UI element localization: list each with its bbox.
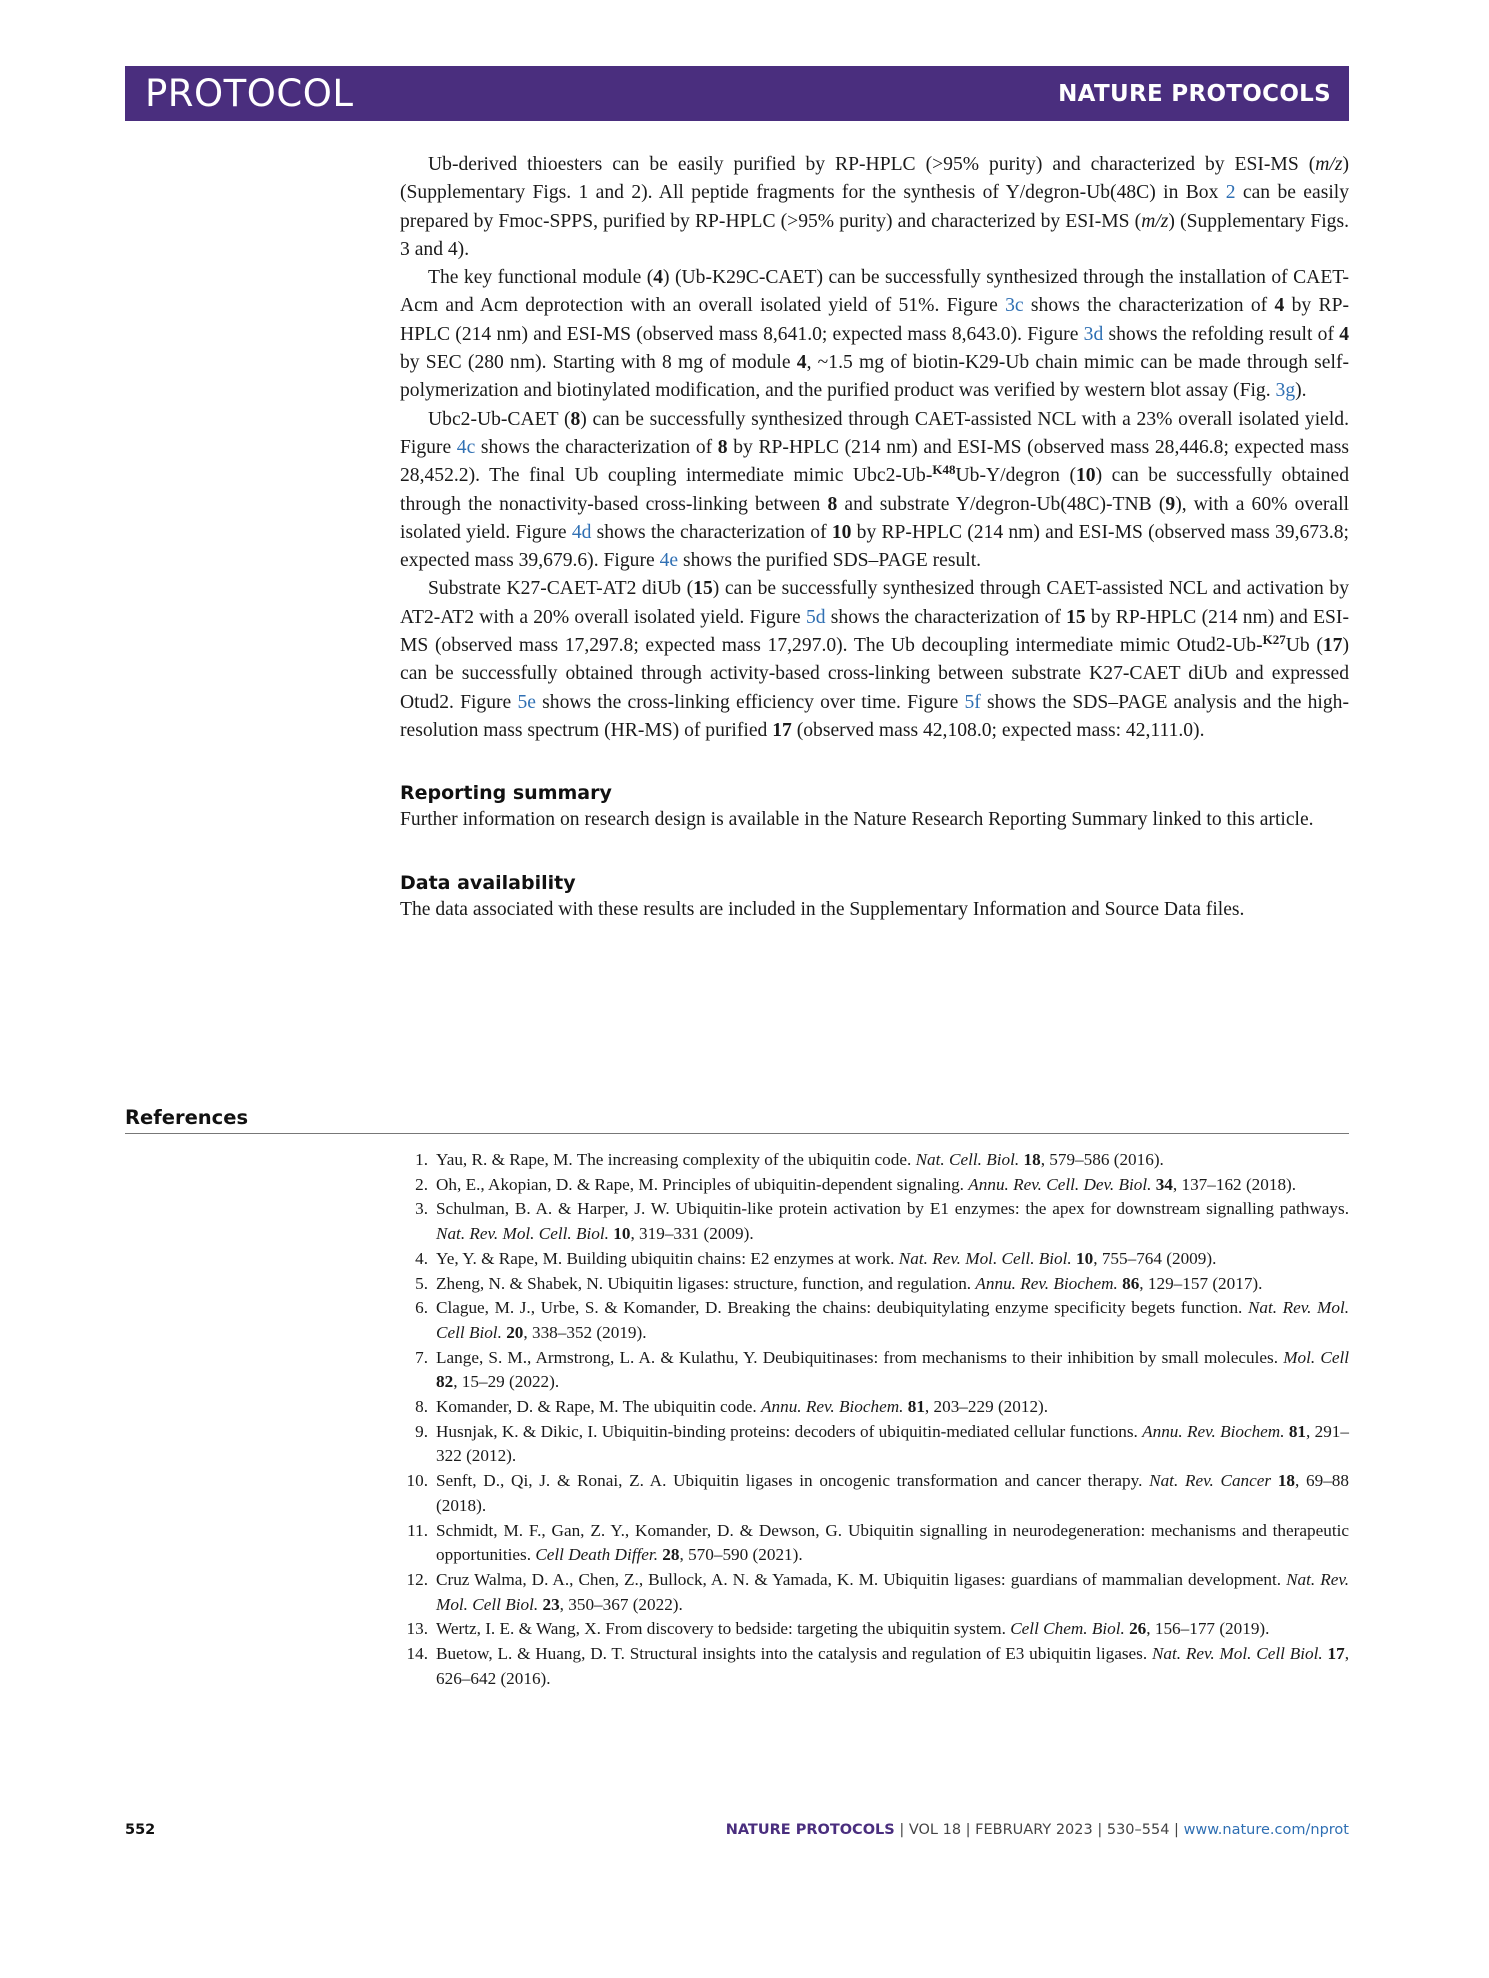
references-heading: References: [125, 1106, 1349, 1134]
figure-link[interactable]: 3g: [1275, 380, 1296, 402]
section-label: PROTOCOL: [145, 72, 354, 115]
main-text-column: [400, 151, 1349, 924]
figure-link[interactable]: 3c: [1005, 295, 1024, 317]
reference-item: 4. Ye, Y. & Rape, M. Building ubiquitin chains: E2 enzymes at work. Nat. Rev. Mol. Cell. Biol. 10, 755–764 (2009).: [415, 1248, 1217, 1268]
figure-link[interactable]: 4e: [659, 550, 679, 572]
reference-item: 1. Yau, R. & Rape, M. The increasing complexity of the ubiquitin code. Nat. Cell. Biol. 18, 579–586 (2016).: [415, 1150, 1164, 1169]
figure-link[interactable]: 5d: [805, 606, 826, 628]
figure-link[interactable]: 5e: [517, 691, 536, 713]
reference-item: 13. Wertz, I. E. & Wang, X. From discovery to bedside: targeting the ubiquitin system. Cell Chem. Biol. 26, 156–177 (2019).: [406, 1619, 1270, 1639]
reference-item: 11. Schmidt, M. F., Gan, Z. Y., Komander, D. & Dewson, G. Ubiquitin signalling in neurodegeneration: mechanisms and therapeutic opportunities. Cell Death Differ. 28, 570–590 (2021).: [407, 1520, 1349, 1565]
data-availability-heading: Data availability: [400, 871, 576, 894]
box-link[interactable]: 2: [1225, 182, 1236, 204]
reference-item: 2. Oh, E., Akopian, D. & Rape, M. Principles of ubiquitin-dependent signaling. Annu. Rev. Cell. Dev. Biol. 34, 137–162 (2018).: [415, 1174, 1297, 1194]
data-availability-text: The data associated with these results are included in the Supplementary Information and Source Data files.: [400, 898, 1245, 920]
journal-name: NATURE PROTOCOLS: [1058, 80, 1331, 107]
reference-item: 6. Clague, M. J., Urbe, S. & Komander, D. Breaking the chains: deubiquitylating enzyme specificity begets function. Nat. Rev. Mol. Cell Biol. 20, 338–352 (2019).: [415, 1298, 1350, 1342]
reference-item: 9. Husnjak, K. & Dikic, I. Ubiquitin-binding proteins: decoders of ubiquitin-mediated cellular functions. Annu. Rev. Biochem. 81, 291–322 (2012).: [415, 1421, 1349, 1466]
page-footer: [125, 1822, 1349, 1846]
figure-link[interactable]: 4d: [571, 521, 592, 543]
header-banner: [125, 66, 1349, 121]
figure-link[interactable]: 4c: [456, 436, 476, 458]
reference-item: 14. Buetow, L. & Huang, D. T. Structural insights into the catalysis and regulation of E3 ubiquitin ligases. Nat. Rev. Mol. Cell Biol. 17, 626–642 (2016).: [406, 1644, 1349, 1688]
figure-link[interactable]: 3d: [1083, 323, 1104, 345]
reference-list: [400, 1148, 1349, 1691]
journal-citation: NATURE PROTOCOLS | VOL 18 | FEBRUARY 2023 | 530–554 | www.nature.com/nprot: [725, 1822, 1349, 1838]
paragraph-2: The key functional module (4) (Ub-K29C-CAET) can be successfully synthesized through the installation of CAET-Acm and Acm deprotection with an overall isolated yield of 51%. Figure 3c shows the characterization of 4 by RP-HPLC (214 nm) and ESI-MS (observed mass 8,641.0; expected mass 8,643.0). Figure 3d shows the refolding result of 4 by SEC (280 nm). Starting with 8 mg of module 4, ~1.5 mg of biotin-K29-Ub chain mimic can be made through self-polymerization and biotinylated modification, and the purified product was verified by western blot assay (Fig. 3g).: [400, 267, 1350, 402]
paragraph-1: Ub-derived thioesters can be easily purified by RP-HPLC (>95% purity) and characterized by ESI-MS (m/z) (Supplementary Figs. 1 and 2). All peptide fragments for the synthesis of Y/degron-Ub(48C) in Box 2 can be easily prepared by Fmoc-SPPS, purified by RP-HPLC (>95% purity) and characterized by ESI-MS (m/z) (Supplementary Figs. 3 and 4).: [400, 154, 1349, 260]
paragraph-3: Ubc2-Ub-CAET (8) can be successfully synthesized through CAET-assisted NCL with a 23% overall isolated yield. Figure 4c shows the characterization of 8 by RP-HPLC (214 nm) and ESI-MS (observed mass 28,446.8; expected mass 28,452.2). The final Ub coupling intermediate mimic Ubc2-Ub-$^{K48}$Ub-Y/degron (10) can be successfully obtained through the nonactivity-based cross-linking between 8 and substrate Y/degron-Ub(48C)-TNB (9), with a 60% overall isolated yield. Figure 4d shows the characterization of 10 by RP-HPLC (214 nm) and ESI-MS (observed mass 39,673.8; expected mass 39,679.6). Figure 4e shows the purified SDS–PAGE result.: [400, 408, 1350, 572]
reference-item: 3. Schulman, B. A. & Harper, J. W. Ubiquitin-like protein activation by E1 enzymes: the apex for downstream signalling pathways. Nat. Rev. Mol. Cell. Biol. 10, 319–331 (2009).: [415, 1199, 1349, 1244]
journal-url-link[interactable]: www.nature.com/nprot: [1183, 1822, 1349, 1838]
reference-item: 10. Senft, D., Qi, J. & Ronai, Z. A. Ubiquitin ligases in oncogenic transformation and cancer therapy. Nat. Rev. Cancer 18, 69–88 (2018).: [406, 1471, 1349, 1515]
paragraph-4: Substrate K27-CAET-AT2 diUb (15) can be successfully synthesized through CAET-assisted NCL and activation by AT2-AT2 with a 20% overall isolated yield. Figure 5d shows the characterization of 15 by RP-HPLC (214 nm) and ESI-MS (observed mass 17,297.8; expected mass 17,297.0). The Ub decoupling intermediate mimic Otud2-Ub-$^{K27}$Ub (17) can be successfully obtained through activity-based cross-linking between substrate K27-CAET diUb and expressed Otud2. Figure 5e shows the cross-linking efficiency over time. Figure 5f shows the SDS–PAGE analysis and the high-resolution mass spectrum (HR-MS) of purified 17 (observed mass 42,108.0; expected mass: 42,111.0).: [400, 578, 1349, 741]
reference-item: 5. Zheng, N. & Shabek, N. Ubiquitin ligases: structure, function, and regulation. Annu. Rev. Biochem. 86, 129–157 (2017).: [415, 1273, 1263, 1293]
reporting-summary-text: Further information on research design is available in the Nature Research Reporting Summary linked to this article.: [400, 809, 1314, 831]
reference-item: 12. Cruz Walma, D. A., Chen, Z., Bullock, A. N. & Yamada, K. M. Ubiquitin ligases: guardians of mammalian development. Nat. Rev. Mol. Cell Biol. 23, 350–367 (2022).: [406, 1569, 1349, 1614]
reference-item: 7. Lange, S. M., Armstrong, L. A. & Kulathu, Y. Deubiquitinases: from mechanisms to their inhibition by small molecules. Mol. Cell 82, 15–29 (2022).: [415, 1347, 1349, 1392]
figure-link[interactable]: 5f: [964, 691, 981, 713]
reference-item: 8. Komander, D. & Rape, M. The ubiquitin code. Annu. Rev. Biochem. 81, 203–229 (2012).: [415, 1397, 1049, 1417]
page-number: 552: [125, 1822, 156, 1838]
reporting-summary-heading: Reporting summary: [400, 782, 612, 805]
